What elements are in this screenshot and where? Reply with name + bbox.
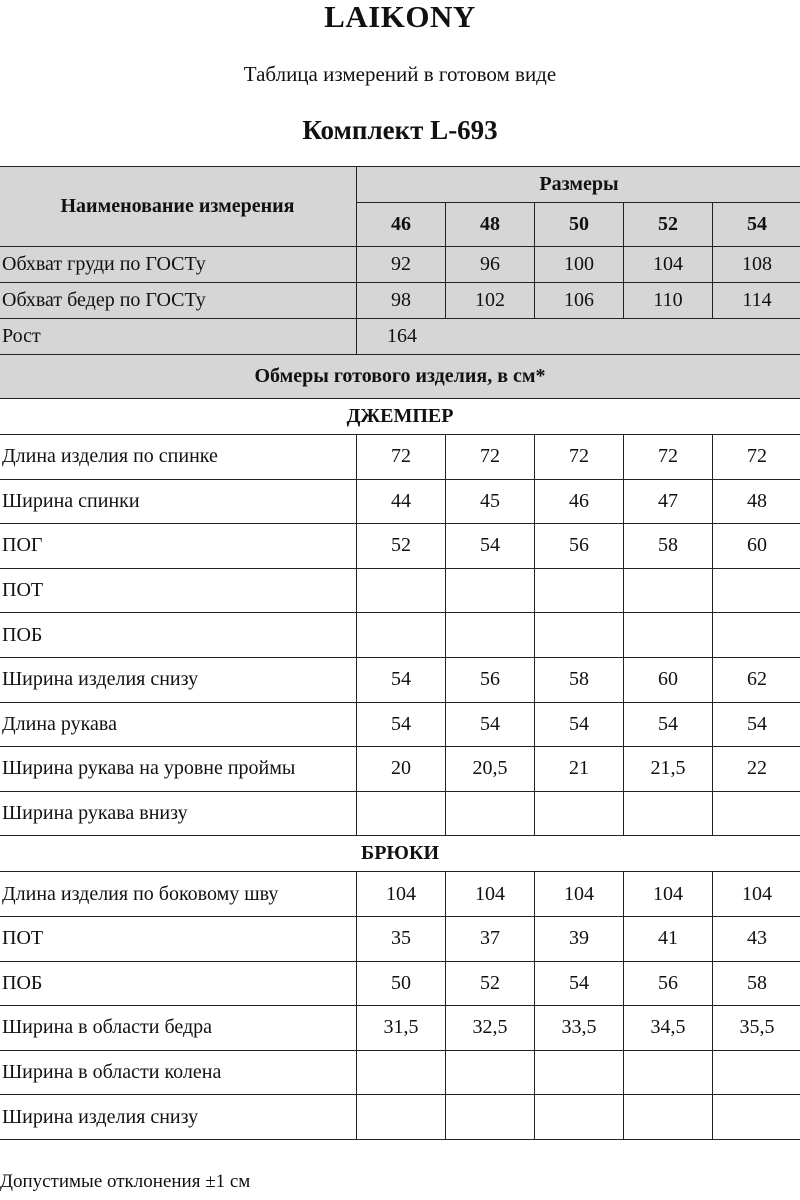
table-row (0, 613, 800, 658)
measurement-value: 108 (713, 247, 800, 283)
measurement-value: 50 (357, 961, 446, 1006)
measurement-value: 72 (446, 435, 535, 480)
section-header-row (0, 399, 800, 435)
measurement-value: 104 (624, 872, 713, 917)
measurement-value: 21 (535, 747, 624, 792)
measurement-value: 54 (357, 702, 446, 747)
measurement-value: 114 (713, 283, 800, 319)
section-title: БРЮКИ (0, 836, 800, 872)
measurement-name-header: Наименование измерения (0, 167, 357, 247)
measurement-value: 98 (357, 283, 446, 319)
measurement-value: 46 (535, 479, 624, 524)
measurement-name: ПОБ (0, 961, 357, 1006)
measurement-value: 31,5 (357, 1006, 446, 1051)
measurement-value: 56 (446, 657, 535, 702)
page-subtitle: Таблица измерений в готовом виде (243, 62, 557, 86)
finished-header-row (0, 355, 800, 399)
product-title: Комплект L-693 (302, 115, 498, 145)
body-measurement-row (0, 283, 800, 319)
measurement-value (357, 1050, 446, 1095)
measurement-value: 104 (713, 872, 800, 917)
table-row (0, 702, 800, 747)
measurement-value: 54 (535, 702, 624, 747)
measurement-value (535, 613, 624, 658)
size-header-cell: 46 (357, 203, 446, 247)
measurement-value: 58 (535, 657, 624, 702)
measurement-name: Ширина в области колена (0, 1050, 357, 1095)
measurement-value (624, 791, 713, 836)
measurement-value: 104 (357, 872, 446, 917)
measurement-value: 32,5 (446, 1006, 535, 1051)
table-header-row (0, 167, 800, 203)
measurement-name: Длина рукава (0, 702, 357, 747)
measurement-value: 56 (535, 524, 624, 569)
measurement-value: 54 (624, 702, 713, 747)
measurement-value (535, 1095, 624, 1140)
measurement-name: Ширина рукава на уровне проймы (0, 747, 357, 792)
size-header-cell: 52 (624, 203, 713, 247)
measurement-value (713, 1095, 800, 1140)
table-row (0, 479, 800, 524)
measurement-value: 72 (624, 435, 713, 480)
measurement-value: 41 (624, 916, 713, 961)
measurement-value: 92 (357, 247, 446, 283)
measurement-value: 60 (624, 657, 713, 702)
size-header-cell: 48 (446, 203, 535, 247)
section-header-row (0, 836, 800, 872)
table-row (0, 872, 800, 917)
tolerance-note: Допустимые отклонения ±1 см (0, 1171, 251, 1192)
measurement-value (535, 1050, 624, 1095)
finished-measurements-header: Обмеры готового изделия, в см* (0, 355, 800, 399)
table-row (0, 435, 800, 480)
measurement-value (713, 791, 800, 836)
measurement-value (357, 1095, 446, 1140)
measurement-value: 21,5 (624, 747, 713, 792)
growth-label: Рост (0, 319, 357, 355)
measurement-value (713, 1050, 800, 1095)
measurement-value (446, 791, 535, 836)
measurement-name: Обхват бедер по ГОСТу (0, 283, 357, 319)
measurement-value: 22 (713, 747, 800, 792)
measurement-value: 54 (535, 961, 624, 1006)
measurement-value (713, 613, 800, 658)
measurement-value (446, 568, 535, 613)
measurement-value (624, 613, 713, 658)
brand-title: LAIKONY (324, 0, 476, 34)
measurement-value: 72 (357, 435, 446, 480)
measurements-table-body (0, 167, 800, 1140)
measurement-name: Обхват груди по ГОСТу (0, 247, 357, 283)
measurement-value: 43 (713, 916, 800, 961)
measurement-value: 54 (357, 657, 446, 702)
section-title: ДЖЕМПЕР (0, 399, 800, 435)
measurement-value: 20 (357, 747, 446, 792)
measurement-value: 104 (535, 872, 624, 917)
measurement-name: ПОГ (0, 524, 357, 569)
measurement-name: Ширина изделия снизу (0, 1095, 357, 1140)
table-row (0, 961, 800, 1006)
measurement-value: 100 (535, 247, 624, 283)
measurement-value: 56 (624, 961, 713, 1006)
table-row (0, 1006, 800, 1051)
measurement-value (535, 791, 624, 836)
table-row (0, 657, 800, 702)
measurement-value (624, 1095, 713, 1140)
measurement-value (446, 613, 535, 658)
measurement-name: Длина изделия по боковому шву (0, 872, 357, 917)
measurement-value (535, 568, 624, 613)
measurement-value: 60 (713, 524, 800, 569)
growth-row (0, 319, 800, 355)
measurement-value: 48 (713, 479, 800, 524)
measurement-name: Ширина спинки (0, 479, 357, 524)
table-row (0, 747, 800, 792)
table-row (0, 524, 800, 569)
measurement-value: 33,5 (535, 1006, 624, 1051)
measurement-value (357, 791, 446, 836)
measurement-name: ПОТ (0, 568, 357, 613)
measurement-value: 35 (357, 916, 446, 961)
measurement-value: 104 (446, 872, 535, 917)
measurement-value (357, 568, 446, 613)
table-row (0, 916, 800, 961)
measurement-value: 102 (446, 283, 535, 319)
measurement-value: 52 (357, 524, 446, 569)
measurement-value (624, 1050, 713, 1095)
measurement-name: Ширина изделия снизу (0, 657, 357, 702)
size-header-cell: 50 (535, 203, 624, 247)
measurement-value: 20,5 (446, 747, 535, 792)
measurement-value: 58 (624, 524, 713, 569)
measurement-value: 39 (535, 916, 624, 961)
measurement-value: 35,5 (713, 1006, 800, 1051)
measurement-value (446, 1050, 535, 1095)
measurement-value: 110 (624, 283, 713, 319)
measurements-table (0, 166, 800, 1140)
size-header-cell: 54 (713, 203, 800, 247)
measurement-name: Ширина рукава внизу (0, 791, 357, 836)
measurement-value: 54 (446, 524, 535, 569)
measurement-value: 54 (713, 702, 800, 747)
measurement-value (624, 568, 713, 613)
measurement-name: Ширина в области бедра (0, 1006, 357, 1051)
measurement-value: 34,5 (624, 1006, 713, 1051)
measurement-value: 52 (446, 961, 535, 1006)
table-row (0, 1095, 800, 1140)
growth-value: 164 (357, 319, 800, 355)
table-row (0, 1050, 800, 1095)
measurement-value: 45 (446, 479, 535, 524)
measurement-name: ПОТ (0, 916, 357, 961)
measurement-value: 104 (624, 247, 713, 283)
measurement-value: 54 (446, 702, 535, 747)
body-measurement-row (0, 247, 800, 283)
table-row (0, 791, 800, 836)
measurement-value: 44 (357, 479, 446, 524)
measurement-name: ПОБ (0, 613, 357, 658)
measurement-value: 37 (446, 916, 535, 961)
measurement-value: 58 (713, 961, 800, 1006)
measurement-value: 72 (713, 435, 800, 480)
table-row (0, 568, 800, 613)
measurement-value: 72 (535, 435, 624, 480)
measurement-value: 96 (446, 247, 535, 283)
sizes-header: Размеры (357, 167, 800, 203)
measurement-value: 47 (624, 479, 713, 524)
measurement-name: Длина изделия по спинке (0, 435, 357, 480)
measurement-value: 106 (535, 283, 624, 319)
measurement-value (713, 568, 800, 613)
measurement-value (446, 1095, 535, 1140)
measurement-value (357, 613, 446, 658)
measurement-value: 62 (713, 657, 800, 702)
